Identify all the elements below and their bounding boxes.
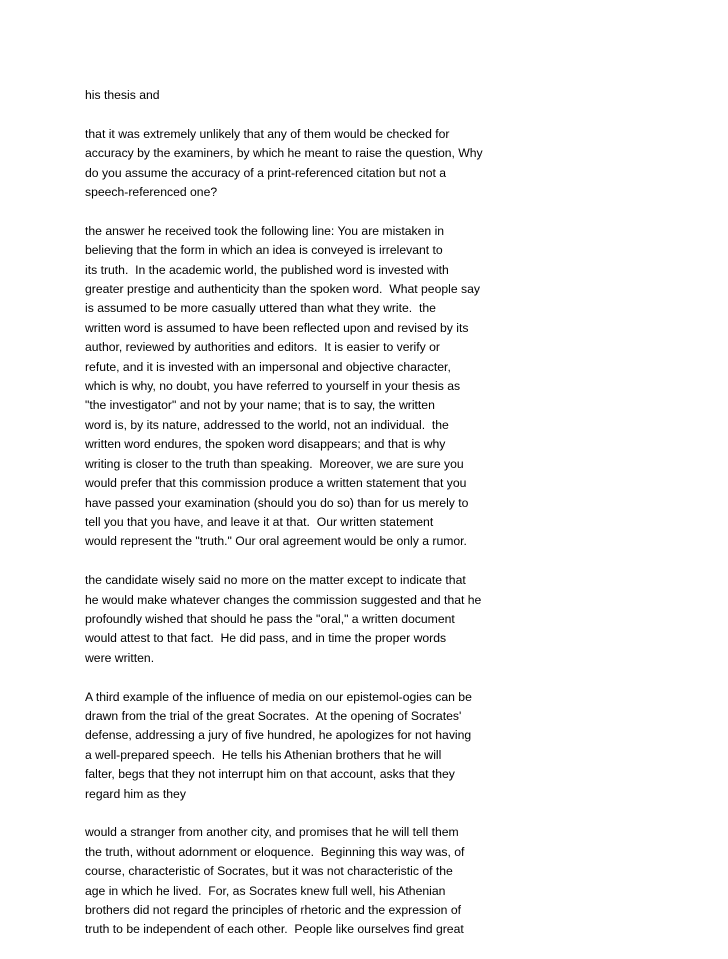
text-line: were written. <box>85 650 155 665</box>
text-line: have passed your examination (should you do so) than for us merely to <box>85 495 469 510</box>
text-line: brothers did not regard the principles of rhetoric and the expression of <box>85 902 461 917</box>
paragraph-1 <box>85 86 705 105</box>
text-line: defense, addressing a jury of five hundred, he apologizes for not having <box>85 728 472 743</box>
text-line: greater prestige and authenticity than the spoken word. What people say <box>85 282 480 297</box>
text-line: a well-prepared speech. He tells his Athenian brothers that he will <box>85 747 442 762</box>
text-line: do you assume the accuracy of a print-referenced citation but not a <box>85 165 447 180</box>
text-line: age in which he lived. For, as Socrates knew full well, his Athenian <box>85 883 446 898</box>
text-line: A third example of the influence of media on our epistemol-ogies can be <box>85 689 472 704</box>
text-line: would attest to that fact. He did pass, and in time the proper words <box>85 631 447 646</box>
text-line: believing that the form in which an idea is conveyed is irrelevant to <box>85 243 443 258</box>
text-line: his thesis and <box>85 88 160 102</box>
paragraph-6 <box>85 823 705 939</box>
text-line: written word endures, the spoken word disappears; and that is why <box>85 437 446 452</box>
text-line: course, characteristic of Socrates, but it was not characteristic of the <box>85 864 453 879</box>
text-line: word is, by its nature, addressed to the world, not an individual. the <box>85 417 449 432</box>
paragraph-2 <box>85 125 705 203</box>
text-line: would represent the "truth." Our oral agreement would be only a rumor. <box>85 534 467 549</box>
paragraph-5 <box>85 688 705 804</box>
paragraph-3 <box>85 222 705 552</box>
text-line: regard him as they <box>85 786 186 801</box>
text-line: author, reviewed by authorities and editors. It is easier to verify or <box>85 340 440 355</box>
document-body <box>85 86 705 959</box>
text-line: falter, begs that they not interrupt him on that account, asks that they <box>85 767 455 782</box>
text-line: truth to be independent of each other. People like ourselves find great <box>85 922 464 937</box>
paragraph-4 <box>85 571 705 668</box>
text-line: written word is assumed to have been reflected upon and revised by its <box>85 320 469 335</box>
text-line: accuracy by the examiners, by which he meant to raise the question, Why <box>85 146 483 161</box>
text-line: would prefer that this commission produce a written statement that you <box>85 476 467 491</box>
text-line: is assumed to be more casually uttered than what they write. the <box>85 301 436 316</box>
text-line: that it was extremely unlikely that any of them would be checked for <box>85 126 450 141</box>
text-line: which is why, no doubt, you have referred to yourself in your thesis as <box>85 379 461 394</box>
text-line: he would make whatever changes the commission suggested and that he <box>85 592 482 607</box>
text-line: drawn from the trial of the great Socrates. At the opening of Socrates' <box>85 708 462 723</box>
text-line: speech-referenced one? <box>85 185 218 200</box>
text-line: its truth. In the academic world, the published word is invested with <box>85 262 449 277</box>
text-line: the truth, without adornment or eloquence. Beginning this way was, of <box>85 844 465 859</box>
text-line: writing is closer to the truth than speaking. Moreover, we are sure you <box>85 456 464 471</box>
text-line: tell you that you have, and leave it at that. Our written statement <box>85 514 434 529</box>
text-line: profoundly wished that should he pass the "oral," a written document <box>85 611 455 626</box>
text-line: the answer he received took the following line: You are mistaken in <box>85 223 445 238</box>
text-line: refute, and it is invested with an impersonal and objective character, <box>85 359 451 374</box>
text-line: the candidate wisely said no more on the matter except to indicate that <box>85 573 466 588</box>
text-line: would a stranger from another city, and promises that he will tell them <box>85 825 459 840</box>
text-line: "the investigator" and not by your name; that is to say, the written <box>85 398 435 413</box>
